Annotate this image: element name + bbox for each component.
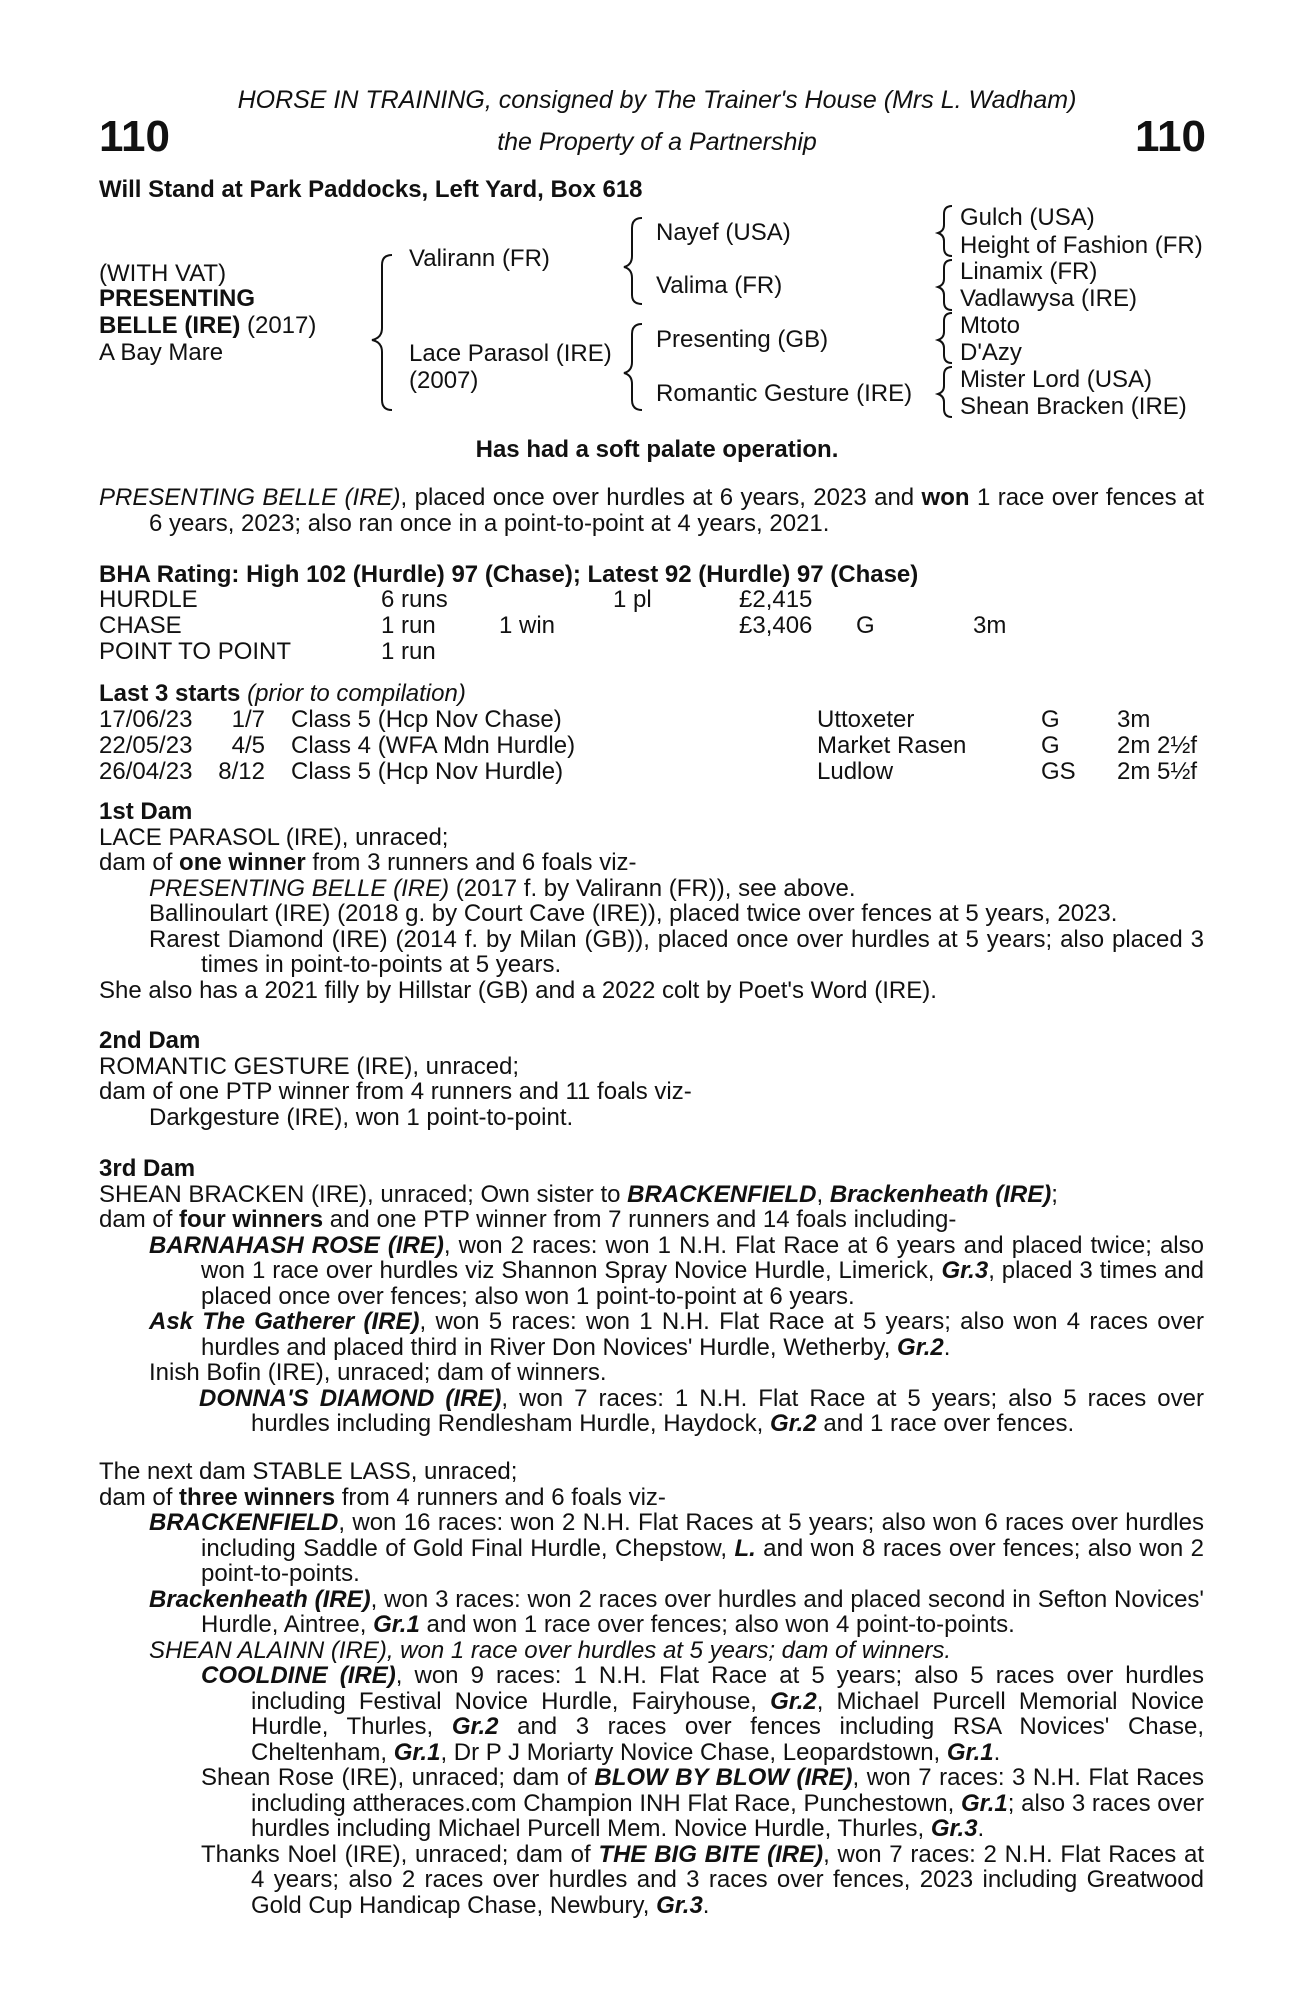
horse-name-2: BELLE (IRE) — [99, 312, 241, 339]
text: Shean Rose (IRE), unraced; dam of — [201, 1764, 595, 1791]
first-dam-line-1: LACE PARASOL (IRE), unraced; — [99, 823, 449, 851]
sire-dam: Valima (FR) — [656, 272, 783, 299]
gen3-8: Shean Bracken (IRE) — [960, 393, 1187, 420]
brace-ds — [938, 313, 952, 363]
brace-main — [372, 255, 392, 410]
gen3-5: Mtoto — [960, 312, 1021, 339]
brace-sire — [624, 218, 642, 304]
text: dam of — [99, 1483, 180, 1511]
text: , won 2 races: won 1 N.H. Flat Race at 6 years and placed twice; also won 1 race over hurdles viz Shannon Spray Novice Hurdle, Limerick, — [201, 1231, 1204, 1284]
next-dam-progeny: SHEAN ALAINN (IRE), won 1 race over hurdles at 5 years; dam of winners. — [149, 1636, 952, 1664]
text: , — [816, 1180, 830, 1208]
record-places: 1 pl — [613, 586, 652, 613]
brace-ss — [938, 206, 952, 256]
text: , won 7 races: 2 N.H. Flat Races at 4 years; also 2 races over hurdles and 3 races over fences, 2023 including Greatwood Gold Cup Handicap Chase, Newbury, — [251, 1840, 1205, 1919]
text: Thanks Noel (IRE), unraced; dam of — [201, 1840, 599, 1868]
next-dam-grandprogeny — [99, 1842, 1204, 1919]
text: and 1 race over fences. — [816, 1410, 1075, 1437]
brace-sd — [938, 260, 952, 310]
summary-horse-name: PRESENTING BELLE (IRE) — [99, 484, 401, 511]
horse-description: A Bay Mare — [99, 339, 224, 366]
lot-number-left: 110 — [99, 112, 170, 161]
third-dam-line-2 — [99, 1207, 1204, 1233]
grade: Gr.1 — [961, 1789, 1008, 1817]
text: . — [702, 1891, 710, 1919]
bha-rating: BHA Rating: High 102 (Hurdle) 97 (Chase); Latest 92 (Hurdle) 97 (Chase) — [99, 561, 919, 588]
next-dam-line-2 — [99, 1485, 1204, 1511]
horse-year: (2017) — [240, 312, 317, 339]
next-dam-line-1: The next dam STABLE LASS, unraced; — [99, 1458, 518, 1485]
horse-name: COOLDINE (IRE) — [201, 1662, 396, 1689]
horse-name: BRACKENFIELD — [627, 1180, 817, 1208]
record-runs: 6 runs — [381, 586, 448, 613]
third-dam-progeny: Inish Bofin (IRE), unraced; dam of winners. — [149, 1359, 607, 1386]
start-date: 17/06/23 — [99, 706, 193, 733]
gen3-3: Linamix (FR) — [960, 258, 1098, 285]
text: , won 7 races: 3 N.H. Flat Races including attheraces.com Champion INH Flat Race, Punchestown, — [251, 1764, 1204, 1817]
start-date: 22/05/23 — [99, 732, 193, 759]
horse-name: Brackenheath (IRE) — [829, 1180, 1052, 1208]
stand-location: Will Stand at Park Paddocks, Left Yard, Box 618 — [99, 176, 643, 203]
grade: Gr.3 — [656, 1891, 703, 1919]
start-position: 8/12 — [218, 758, 265, 785]
third-dam-section — [99, 1156, 1204, 1437]
dam-year: (2007) — [409, 367, 479, 394]
text: from 3 runners and 6 foals viz- — [305, 849, 637, 876]
grade: Gr.3 — [930, 1815, 978, 1842]
dam-dam: Romantic Gesture (IRE) — [656, 380, 913, 407]
text: three winners — [179, 1483, 336, 1511]
first-dam-progeny: Rarest Diamond (IRE) (2014 f. by Milan (GB)), placed once over hurdles at 5 years; also placed 3 times in point-to-points at 5 years. — [149, 925, 1204, 978]
dam-name: Lace Parasol (IRE) — [409, 340, 612, 367]
start-race: Class 4 (WFA Mdn Hurdle) — [291, 732, 576, 759]
record-type: POINT TO POINT — [99, 638, 292, 665]
record-wins: 1 win — [499, 612, 556, 639]
record-runs: 1 run — [381, 612, 436, 639]
brace-dd — [938, 367, 952, 417]
gen3-6: D'Azy — [960, 339, 1022, 366]
first-dam-progeny — [99, 876, 1204, 902]
text: . — [993, 1738, 1001, 1766]
last3-table — [99, 707, 1204, 785]
text: and won 1 race over fences; also won 4 point-to-points. — [419, 1611, 1015, 1638]
text: from 4 runners and 6 foals viz- — [335, 1483, 666, 1511]
start-distance: 2m 2½f — [1117, 732, 1198, 759]
start-course: Ludlow — [817, 758, 894, 785]
text: . — [977, 1815, 985, 1842]
start-race: Class 5 (Hcp Nov Chase) — [291, 706, 562, 733]
text: dam of — [99, 849, 180, 876]
second-dam-progeny: Darkgesture (IRE), won 1 point-to-point. — [149, 1103, 574, 1131]
text: , won 9 races: 1 N.H. Flat Race at 5 years; also 5 races over hurdles including Festival Novice Hurdle, Fairyhouse, — [251, 1662, 1205, 1715]
consignor-line: HORSE IN TRAINING, consigned by The Trainer's House (Mrs L. Wadham) — [237, 86, 1077, 114]
grade: Gr.1 — [946, 1738, 994, 1766]
horse-name: Ask The Gatherer (IRE) — [149, 1308, 420, 1335]
text: , Michael Purcell Memorial Novice Hurdle, Thurles, — [251, 1687, 1204, 1740]
brace-dam — [624, 324, 642, 410]
horse-name: Brackenheath (IRE) — [149, 1585, 371, 1613]
second-dam-line-1: ROMANTIC GESTURE (IRE), unraced; — [99, 1052, 520, 1080]
third-dam-grandprogeny — [99, 1386, 1204, 1437]
text: , won 7 races: 1 N.H. Flat Race at 5 years; also 5 races over hurdles including Rendlesham Hurdle, Haydock, — [251, 1384, 1204, 1437]
sire-sire: Nayef (USA) — [656, 219, 791, 246]
start-date: 26/04/23 — [99, 758, 193, 785]
summary-paragraph — [99, 485, 1204, 536]
start-course: Market Rasen — [817, 732, 967, 759]
text: , placed 3 times and placed once over fences; also won 1 point-to-point at 6 years. — [201, 1257, 1205, 1310]
start-going: GS — [1041, 758, 1076, 785]
text: and 3 races over fences including RSA Novices' Chase, Cheltenham, — [251, 1713, 1205, 1766]
text: , Dr P J Moriarty Novice Chase, Leopardstown, — [440, 1738, 947, 1766]
text: , won 5 races: won 1 N.H. Flat Race at 5 years; also won 4 races over hurdles and placed third in River Don Novices' Hurdle, Wetherby, — [201, 1308, 1204, 1361]
third-dam-title: 3rd Dam — [99, 1155, 196, 1182]
text: , won 3 races: won 2 races over hurdles and placed second in Sefton Novices' Hurdle, Aintree, — [201, 1585, 1204, 1638]
next-dam-section — [99, 1459, 1204, 1918]
summary-text-2: 1 race over fences at 6 years, 2023; also ran once in a point-to-point at 4 years, 2021. — [149, 484, 1204, 537]
start-position: 1/7 — [231, 706, 265, 733]
record-runs: 1 run — [381, 638, 436, 665]
grade: Gr.1 — [373, 1611, 420, 1638]
first-dam-line-2 — [99, 850, 1204, 876]
second-dam-line-2: dam of one PTP winner from 4 runners and 11 foals viz- — [99, 1078, 692, 1105]
record-prize: £2,415 — [739, 586, 813, 613]
start-position: 4/5 — [231, 732, 265, 759]
first-dam-section — [99, 799, 1204, 1003]
start-going: G — [1041, 732, 1060, 759]
text: one winner — [179, 849, 306, 876]
record-type: HURDLE — [99, 586, 198, 613]
grade: Gr.2 — [451, 1713, 499, 1740]
last3-heading — [99, 681, 466, 706]
next-dam-grandprogeny — [99, 1765, 1204, 1842]
horse-name: DONNA'S DIAMOND (IRE) — [199, 1384, 502, 1412]
horse-name: THE BIG BITE (IRE) — [598, 1840, 824, 1868]
text: and won 8 races over fences; also won 2 point-to-points. — [201, 1534, 1204, 1587]
horse-name: BARNAHASH ROSE (IRE) — [149, 1231, 444, 1259]
text: (2017 f. by Valirann (FR)), see above. — [449, 874, 856, 902]
first-dam-progeny: Ballinoulart (IRE) (2018 g. by Court Cave (IRE)), placed twice over fences at 5 years, 2023. — [149, 900, 1118, 927]
start-course: Uttoxeter — [817, 706, 915, 733]
second-dam-section — [99, 1028, 1204, 1130]
record-prize: £3,406 — [739, 612, 813, 639]
grade: Gr.3 — [941, 1257, 989, 1284]
grade: Gr.2 — [770, 1687, 817, 1715]
text: , won 16 races: won 2 N.H. Flat Races at 5 years; also won 6 races over hurdles including Saddle of Gold Final Hurdle, Chepstow, — [201, 1509, 1204, 1562]
grade: Gr.1 — [393, 1738, 441, 1766]
text: dam of — [99, 1206, 180, 1233]
start-distance: 2m 5½f — [1117, 758, 1198, 785]
horse-name: BRACKENFIELD — [149, 1509, 339, 1536]
summary-text-1: , placed once over hurdles at 6 years, 2023 and — [400, 484, 922, 511]
text: ; — [1051, 1180, 1058, 1208]
start-going: G — [1041, 706, 1060, 733]
operation-note: Has had a soft palate operation. — [475, 436, 839, 463]
record-distance: 3m — [973, 612, 1007, 639]
lot-number-right: 110 — [1135, 112, 1206, 161]
record-table — [99, 587, 1204, 665]
last3-title: Last 3 starts — [99, 680, 241, 707]
sire-name: Valirann (FR) — [409, 245, 550, 272]
start-distance: 3m — [1117, 706, 1151, 733]
vat-label: (WITH VAT) — [99, 260, 227, 287]
text: . — [943, 1333, 951, 1361]
first-dam-title: 1st Dam — [99, 798, 193, 825]
horse-name: BLOW BY BLOW (IRE) — [594, 1764, 853, 1791]
pedigree-braces — [0, 0, 1314, 420]
dam-sire: Presenting (GB) — [656, 326, 829, 353]
grade: Gr.2 — [769, 1410, 817, 1437]
gen3-2: Height of Fashion (FR) — [960, 232, 1203, 259]
third-dam-progeny — [99, 1309, 1204, 1360]
start-race: Class 5 (Hcp Nov Hurdle) — [291, 758, 564, 785]
text: SHEAN BRACKEN (IRE), unraced; Own sister to — [99, 1180, 628, 1208]
next-dam-progeny — [99, 1587, 1204, 1638]
record-going: G — [856, 612, 875, 639]
last3-subtitle: (prior to compilation) — [240, 680, 466, 707]
gen3-4: Vadlawysa (IRE) — [960, 285, 1137, 312]
third-dam-line-1 — [99, 1182, 1204, 1208]
horse-name-1: PRESENTING — [99, 285, 256, 312]
grade: L. — [734, 1534, 756, 1562]
third-dam-progeny — [99, 1233, 1204, 1310]
text: four winners — [179, 1206, 324, 1233]
grade: Gr.2 — [897, 1333, 944, 1361]
gen3-7: Mister Lord (USA) — [960, 366, 1153, 393]
next-dam-progeny — [99, 1510, 1204, 1587]
text: and one PTP winner from 7 runners and 14 foals including- — [323, 1206, 957, 1233]
gen3-1: Gulch (USA) — [960, 204, 1095, 231]
first-dam-line-3: She also has a 2021 filly by Hillstar (GB) and a 2022 colt by Poet's Word (IRE). — [99, 976, 937, 1004]
second-dam-title: 2nd Dam — [99, 1027, 201, 1054]
summary-won: won — [921, 484, 970, 511]
property-line: the Property of a Partnership — [497, 128, 817, 156]
record-type: CHASE — [99, 612, 182, 639]
progeny-name: PRESENTING BELLE (IRE) — [149, 874, 450, 902]
text: ; also 3 races over hurdles including Michael Purcell Mem. Novice Hurdle, Thurles, — [251, 1789, 1204, 1842]
next-dam-grandprogeny — [99, 1663, 1204, 1765]
